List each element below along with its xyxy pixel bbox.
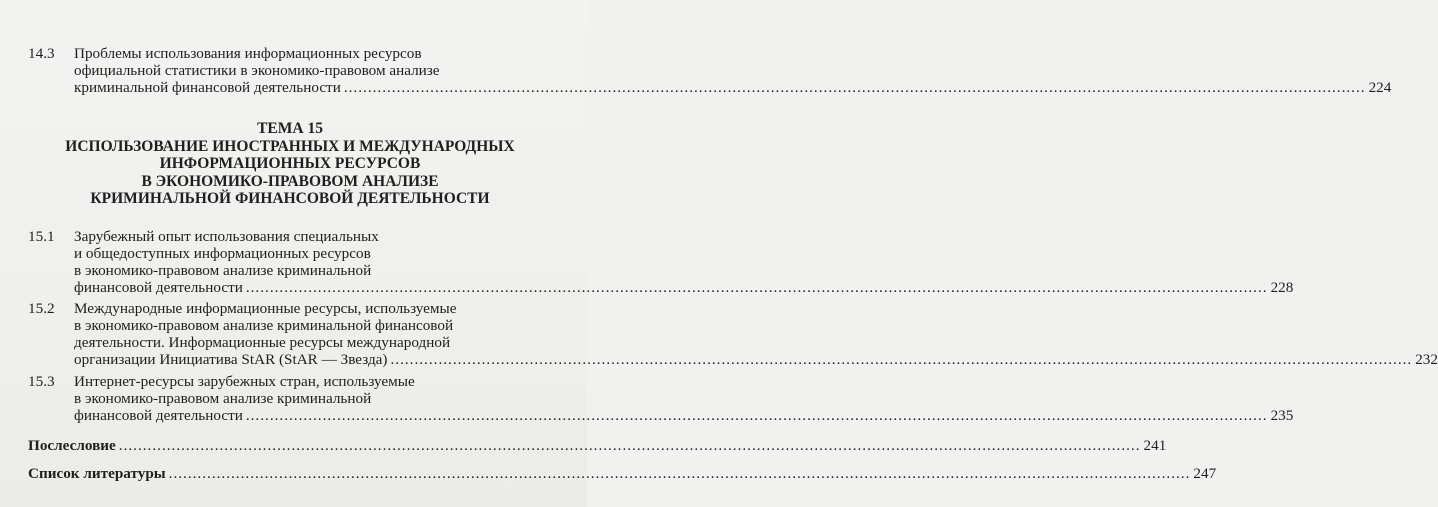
page-number: 232 <box>1415 351 1438 368</box>
entry-line: криминальной финансовой деятельности <box>74 79 341 96</box>
theme-number: ТЕМА 15 <box>257 120 323 137</box>
section-number: 15.1 <box>28 228 55 245</box>
entry-line: Проблемы использования информационных ресурсов <box>74 45 422 62</box>
page-number: 241 <box>1143 437 1167 454</box>
page-number: 224 <box>1368 79 1392 96</box>
section-number: 15.3 <box>28 373 55 390</box>
entry-last-line <box>74 279 1294 296</box>
entry-line: в экономико-правовом анализе криминальной <box>74 390 372 407</box>
theme-title-line: ИСПОЛЬЗОВАНИЕ ИНОСТРАННЫХ И МЕЖДУНАРОДНЫХ <box>65 137 515 155</box>
entry-line: Интернет-ресурсы зарубежных стран, используемые <box>74 373 415 390</box>
entry-line: финансовой деятельности <box>74 407 243 424</box>
theme-title-line: ИНФОРМАЦИОННЫХ РЕСУРСОВ <box>159 155 421 172</box>
dot-leader: ..................................................................................................................................................................................................................... <box>118 437 1141 454</box>
entry-line: финансовой деятельности <box>74 279 243 296</box>
entry-line: деятельности. Информационные ресурсы международной <box>74 334 451 351</box>
entry-line: Зарубежный опыт использования специальных <box>74 228 379 245</box>
dot-leader: ..................................................................................................................................................................................................................... <box>245 407 1268 424</box>
toc-entry-afterword[interactable] <box>28 437 1167 454</box>
toc-entry-bibliography[interactable] <box>28 465 1217 482</box>
dot-leader: ..................................................................................................................................................................................................................... <box>168 465 1191 482</box>
entry-last-line <box>74 407 1294 424</box>
dot-leader: ..................................................................................................................................................................................................................... <box>343 79 1366 96</box>
page-number: 228 <box>1270 279 1294 296</box>
dot-leader: ..................................................................................................................................................................................................................... <box>390 351 1413 368</box>
entry-label: Список литературы <box>28 465 166 482</box>
entry-line: Международные информационные ресурсы, используемые <box>74 300 457 317</box>
entry-last-line <box>74 79 1392 96</box>
theme-title-line: В ЭКОНОМИКО-ПРАВОВОМ АНАЛИЗЕ <box>141 172 439 190</box>
entry-line: в экономико-правовом анализе криминальной финансовой <box>74 317 454 334</box>
entry-line: официальной статистики в экономико-правовом анализе <box>74 62 440 79</box>
dot-leader: ..................................................................................................................................................................................................................... <box>245 279 1268 296</box>
entry-line: и общедоступных информационных ресурсов <box>74 245 371 262</box>
entry-label: Послесловие <box>28 437 116 454</box>
entry-line: в экономико-правовом анализе криминальной <box>74 262 372 279</box>
theme-heading <box>28 120 552 208</box>
page-number: 235 <box>1270 407 1294 424</box>
page-number: 247 <box>1193 465 1217 482</box>
section-number: 14.3 <box>28 45 55 62</box>
entry-last-line <box>74 351 1438 368</box>
theme-title-line: КРИМИНАЛЬНОЙ ФИНАНСОВОЙ ДЕЯТЕЛЬНОСТИ <box>90 190 490 207</box>
entry-line: организации Инициатива StAR (StAR — Звезда) <box>74 351 388 368</box>
section-number: 15.2 <box>28 300 55 317</box>
